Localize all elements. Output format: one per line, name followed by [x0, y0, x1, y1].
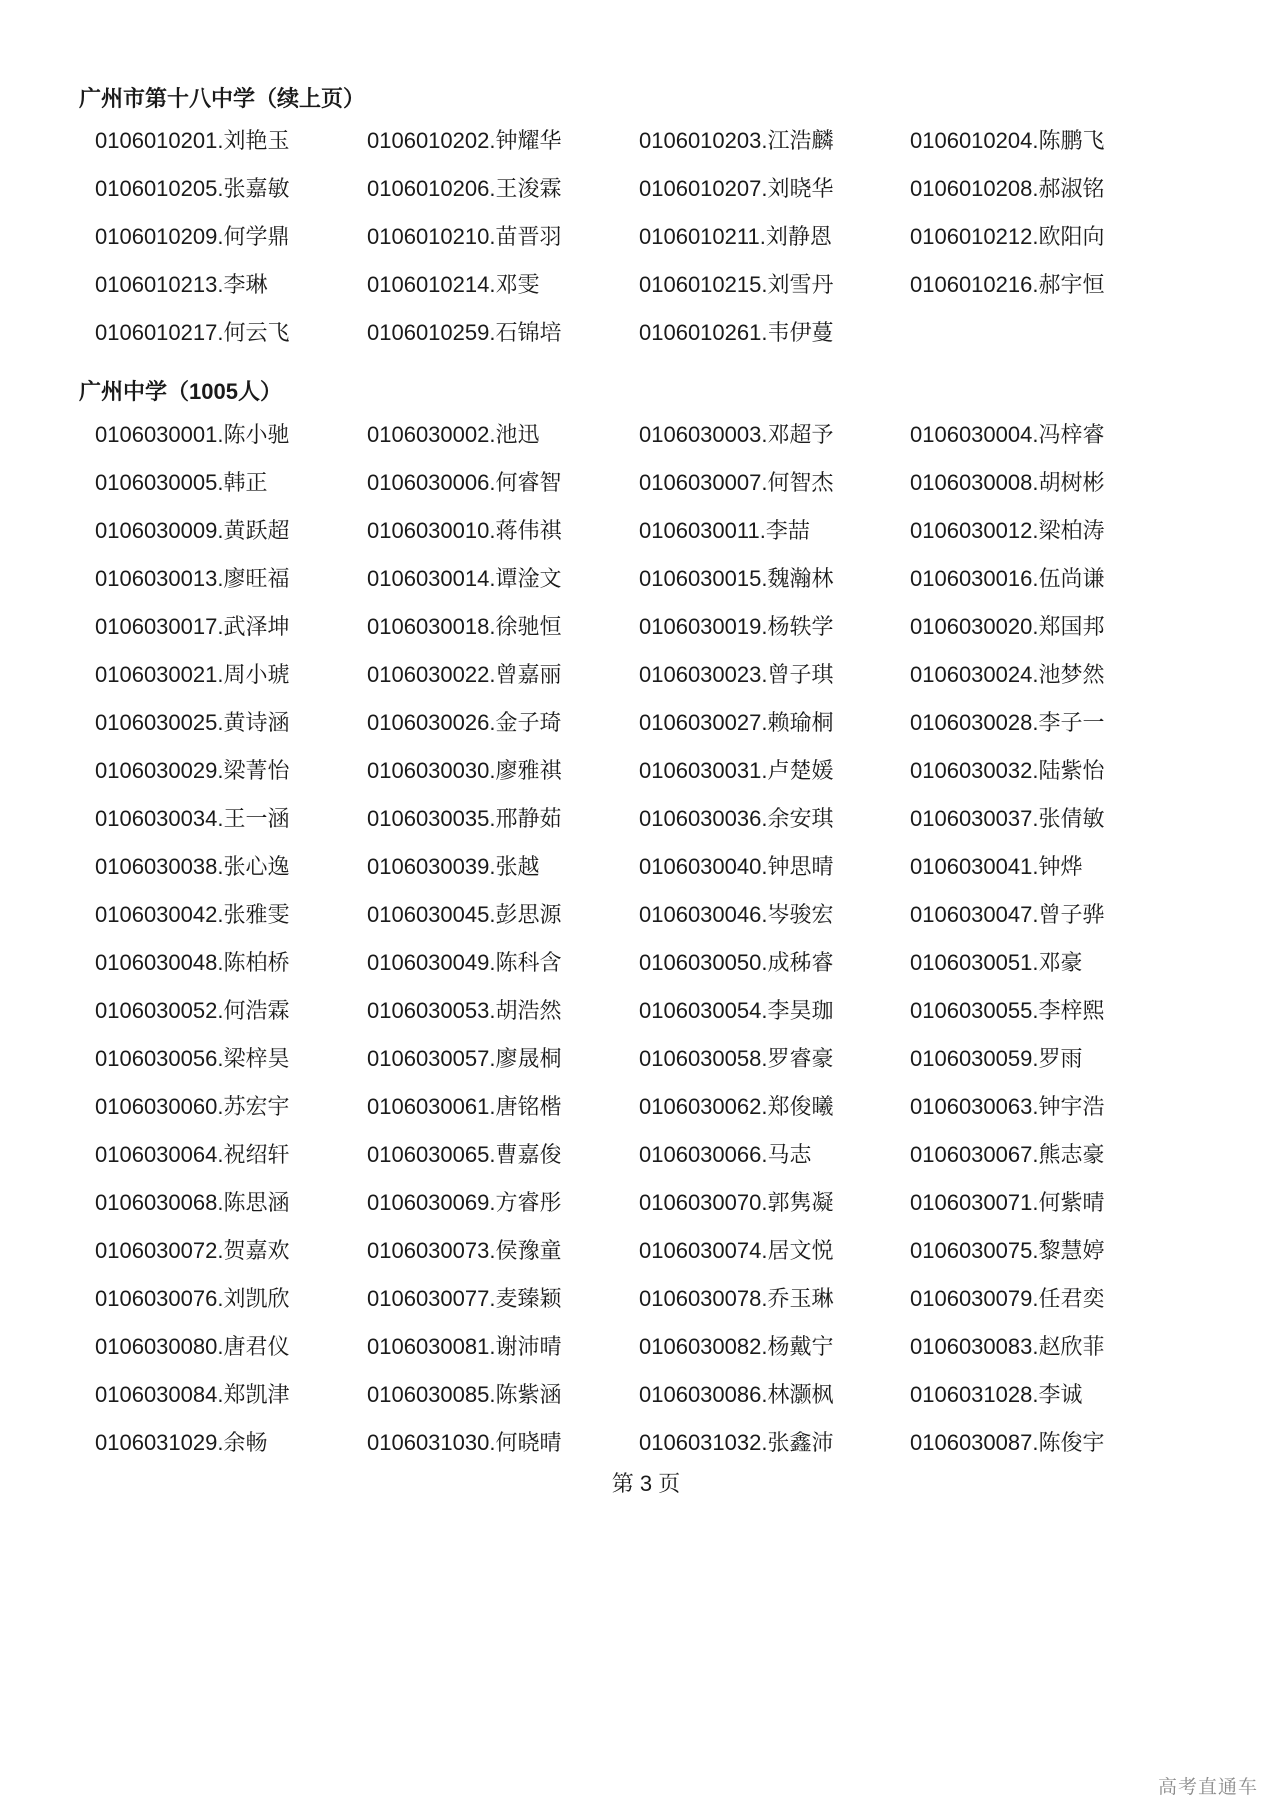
student-entry: 0106030027.赖瑜桐 [639, 710, 834, 735]
section-heading-guangzhou-18th-middle-school: 广州市第十八中学（续上页） [79, 86, 366, 111]
student-entry: 0106010216.郝宇恒 [910, 272, 1105, 297]
student-entry: 0106030016.伍尚谦 [910, 566, 1105, 591]
student-entry: 0106030038.张心逸 [95, 854, 290, 879]
student-entry: 0106010261.韦伊蔓 [639, 320, 834, 345]
student-entry: 0106010212.欧阳向 [910, 224, 1105, 249]
student-entry: 0106030011.李喆 [639, 518, 810, 543]
student-entry: 0106010203.江浩麟 [639, 128, 834, 153]
student-entry: 0106030066.马志 [639, 1142, 812, 1167]
student-entry: 0106030079.任君奕 [910, 1286, 1105, 1311]
student-entry: 0106030077.麦臻颖 [367, 1286, 562, 1311]
student-entry: 0106010207.刘晓华 [639, 176, 834, 201]
student-entry: 0106030003.邓超予 [639, 422, 834, 447]
student-entry: 0106031030.何晓晴 [367, 1430, 562, 1455]
student-entry: 0106010205.张嘉敏 [95, 176, 290, 201]
student-entry: 0106030045.彭思源 [367, 902, 562, 927]
student-entry: 0106030037.张倩敏 [910, 806, 1105, 831]
student-entry: 0106030063.钟宇浩 [910, 1094, 1105, 1119]
student-entry: 0106030054.李昊珈 [639, 998, 834, 1023]
student-entry: 0106030071.何紫晴 [910, 1190, 1105, 1215]
student-entry: 0106030025.黄诗涵 [95, 710, 290, 735]
student-entry: 0106030026.金子琦 [367, 710, 562, 735]
student-entry: 0106030056.梁梓昊 [95, 1046, 290, 1071]
student-entry: 0106030072.贺嘉欢 [95, 1238, 290, 1263]
student-entry: 0106010206.王浚霖 [367, 176, 562, 201]
student-entry: 0106030029.梁菁怡 [95, 758, 290, 783]
student-entry: 0106030030.廖雅祺 [367, 758, 562, 783]
student-entry: 0106030046.岑骏宏 [639, 902, 834, 927]
student-entry: 0106030047.曾子骅 [910, 902, 1105, 927]
student-entry: 0106030064.祝绍轩 [95, 1142, 290, 1167]
student-entry: 0106010211.刘静恩 [639, 224, 832, 249]
student-entry: 0106030062.郑俊曦 [639, 1094, 834, 1119]
student-entry: 0106030020.郑国邦 [910, 614, 1105, 639]
student-entry: 0106030074.居文悦 [639, 1238, 834, 1263]
page-number: 第 3 页 [611, 1471, 681, 1496]
student-entry: 0106030015.魏瀚林 [639, 566, 834, 591]
student-entry: 0106010202.钟耀华 [367, 128, 562, 153]
student-entry: 0106030049.陈科含 [367, 950, 562, 975]
student-list-section-1 [95, 126, 1182, 366]
student-entry: 0106030059.罗雨 [910, 1046, 1083, 1071]
student-entry: 0106010214.邓雯 [367, 272, 540, 297]
student-entry: 0106010210.苗晋羽 [367, 224, 562, 249]
student-entry: 0106030051.邓豪 [910, 950, 1083, 975]
student-entry: 0106030032.陆紫怡 [910, 758, 1105, 783]
student-entry: 0106030078.乔玉琳 [639, 1286, 834, 1311]
student-entry: 0106030013.廖旺福 [95, 566, 290, 591]
student-entry: 0106031029.余畅 [95, 1430, 268, 1455]
student-entry: 0106030005.韩正 [95, 470, 268, 495]
student-entry: 0106030001.陈小驰 [95, 422, 290, 447]
student-entry: 0106030065.曹嘉俊 [367, 1142, 562, 1167]
student-entry: 0106010215.刘雪丹 [639, 272, 834, 297]
student-entry: 0106030009.黄跃超 [95, 518, 290, 543]
student-entry: 0106010208.郝淑铭 [910, 176, 1105, 201]
student-entry: 0106030018.徐驰恒 [367, 614, 562, 639]
student-entry: 0106010209.何学鼎 [95, 224, 290, 249]
student-entry: 0106030053.胡浩然 [367, 998, 562, 1023]
section-heading-guangzhou-middle-school: 广州中学（1005人） [79, 379, 282, 404]
student-entry: 0106010259.石锦培 [367, 320, 562, 345]
student-entry: 0106031028.李诚 [910, 1382, 1083, 1407]
student-entry: 0106030002.池迅 [367, 422, 540, 447]
student-entry: 0106030067.熊志豪 [910, 1142, 1105, 1167]
student-entry: 0106030057.廖晟桐 [367, 1046, 562, 1071]
student-entry: 0106030019.杨轶学 [639, 614, 834, 639]
student-entry: 0106030050.成秭睿 [639, 950, 834, 975]
student-entry: 0106030017.武泽坤 [95, 614, 290, 639]
student-entry: 0106030014.谭淦文 [367, 566, 562, 591]
student-list-section-2 [95, 420, 1182, 1476]
student-entry: 0106030073.侯豫童 [367, 1238, 562, 1263]
student-entry: 0106030022.曾嘉丽 [367, 662, 562, 687]
student-entry: 0106030023.曾子琪 [639, 662, 834, 687]
student-entry: 0106030035.邢静茹 [367, 806, 562, 831]
student-entry: 0106030028.李子一 [910, 710, 1105, 735]
student-entry: 0106030006.何睿智 [367, 470, 562, 495]
student-entry: 0106010213.李琳 [95, 272, 268, 297]
student-entry: 0106030070.郭隽凝 [639, 1190, 834, 1215]
student-entry: 0106030034.王一涵 [95, 806, 290, 831]
student-entry: 0106030075.黎慧婷 [910, 1238, 1105, 1263]
student-entry: 0106030039.张越 [367, 854, 540, 879]
student-entry: 0106030036.余安琪 [639, 806, 834, 831]
student-entry: 0106030048.陈柏桥 [95, 950, 290, 975]
student-entry: 0106030012.梁柏涛 [910, 518, 1105, 543]
student-entry: 0106030055.李梓熙 [910, 998, 1105, 1023]
student-entry: 0106031032.张鑫沛 [639, 1430, 834, 1455]
student-entry: 0106030042.张雅雯 [95, 902, 290, 927]
watermark: 高考直通车 [1157, 1777, 1258, 1798]
student-entry: 0106030082.杨戴宁 [639, 1334, 834, 1359]
student-entry: 0106030007.何智杰 [639, 470, 834, 495]
student-entry: 0106010217.何云飞 [95, 320, 290, 345]
student-entry: 0106030086.林灏枫 [639, 1382, 834, 1407]
student-entry: 0106030004.冯梓睿 [910, 422, 1105, 447]
student-entry: 0106030083.赵欣菲 [910, 1334, 1105, 1359]
student-entry: 0106030060.苏宏宇 [95, 1094, 290, 1119]
student-entry: 0106030081.谢沛晴 [367, 1334, 562, 1359]
student-entry: 0106030010.蒋伟祺 [367, 518, 562, 543]
student-entry: 0106030085.陈紫涵 [367, 1382, 562, 1407]
student-entry: 0106030068.陈思涵 [95, 1190, 290, 1215]
student-entry: 0106010204.陈鹏飞 [910, 128, 1105, 153]
student-entry: 0106030031.卢楚媛 [639, 758, 834, 783]
student-entry: 0106030052.何浩霖 [95, 998, 290, 1023]
student-entry: 0106030084.郑凯津 [95, 1382, 290, 1407]
student-entry: 0106030061.唐铭楷 [367, 1094, 562, 1119]
student-entry: 0106030076.刘凯欣 [95, 1286, 290, 1311]
student-entry: 0106030041.钟烨 [910, 854, 1083, 879]
student-entry: 0106030024.池梦然 [910, 662, 1105, 687]
student-entry: 0106030087.陈俊宇 [910, 1430, 1105, 1455]
student-entry: 0106030080.唐君仪 [95, 1334, 290, 1359]
student-entry: 0106030058.罗睿豪 [639, 1046, 834, 1071]
student-entry: 0106030040.钟思晴 [639, 854, 834, 879]
student-entry: 0106030008.胡树彬 [910, 470, 1105, 495]
student-entry: 0106030069.方睿彤 [367, 1190, 562, 1215]
student-entry: 0106030021.周小琥 [95, 662, 290, 687]
student-entry: 0106010201.刘艳玉 [95, 128, 290, 153]
